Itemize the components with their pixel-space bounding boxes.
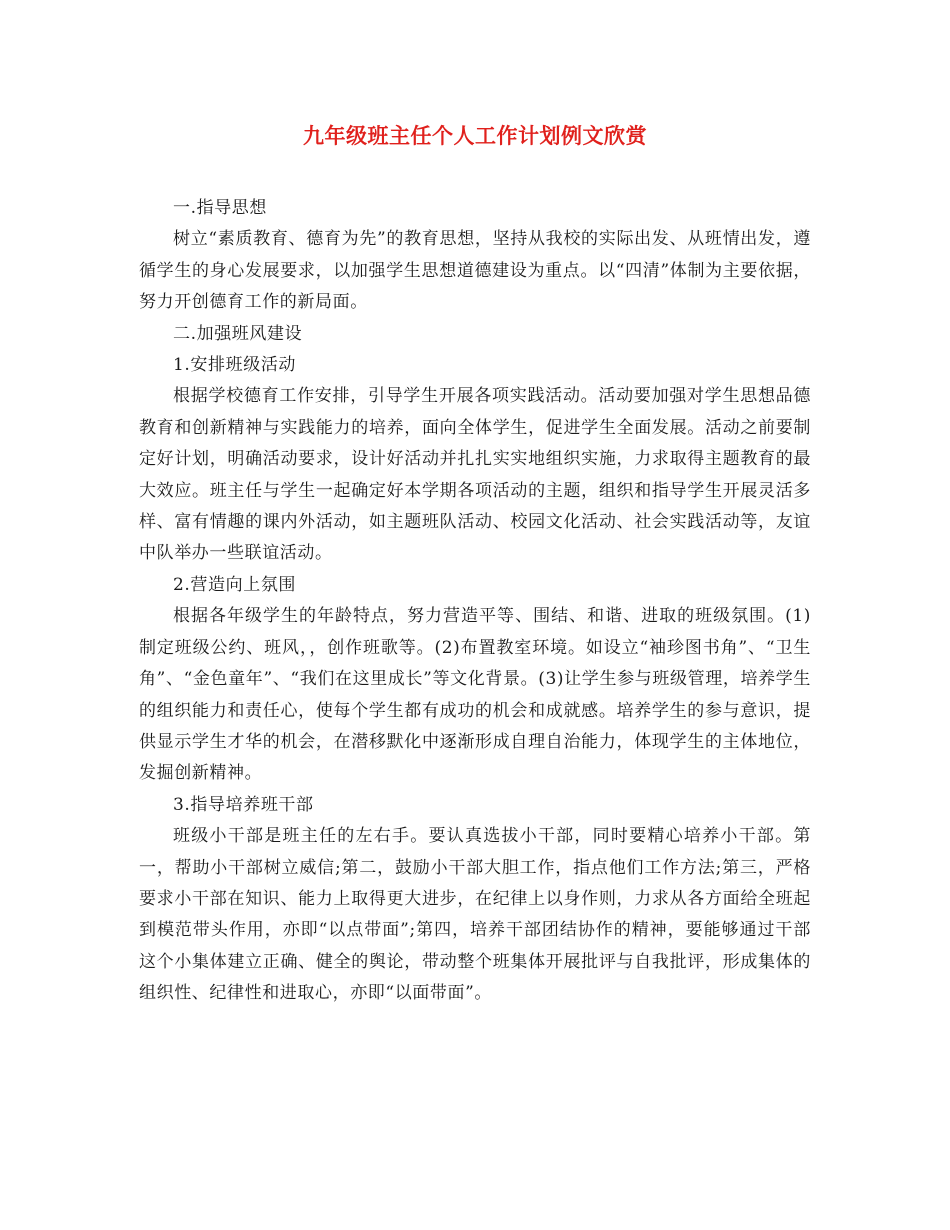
document-body: [139, 193, 811, 1010]
paragraph-class-cadres: 班级小干部是班主任的左右手。要认真选拔小干部，同时要精心培养小干部。第一，帮助小干部树立威信;第二，鼓励小干部大胆工作，指点他们工作方法;第三，严格要求小干部在知识、能力上取得更大进步，在纪律上以身作则，力求从各方面给全班起到模范带头作用，亦即“以点带面”;第四，培养干部团结协作的精神，要能够通过干部这个小集体建立正确、健全的舆论，带动整个班集体开展批评与自我批评，形成集体的组织性、纪律性和进取心，亦即“以面带面”。: [139, 826, 811, 1004]
document-title: 九年级班主任个人工作计划例文欣赏: [303, 123, 647, 148]
section-heading-class-style: 二.加强班风建设: [173, 323, 303, 344]
subheading-atmosphere: 2.营造向上氛围: [173, 574, 297, 595]
paragraph-guiding-ideology: 树立“素质教育、德育为先”的教育思想，坚持从我校的实际出发、从班情出发，遵循学生的身心发展要求，以加强学生思想道德建设为重点。以“四清”体制为主要依据，努力开创德育工作的新局面。: [139, 229, 811, 313]
paragraph-atmosphere: 根据各年级学生的年龄特点，努力营造平等、围结、和谐、进取的班级氛围。(1)制定班级公约、班风，，创作班歌等。(2)布置教室环境。如设立“袖珍图书角”、“卫生角”、“金色童年”、“我们在这里成长”等文化背景。(3)让学生参与班级管理，培养学生的组织能力和责任心，使每个学生都有成功的机会和成就感。培养学生的参与意识，提供显示学生才华的机会，在潜移默化中逐渐形成自理自治能力，体现学生的主体地位，发掘创新精神。: [139, 606, 811, 784]
section-heading-guiding-ideology: 一.指导思想: [173, 198, 268, 218]
paragraph-class-activities: 根据学校德育工作安排，引导学生开展各项实践活动。活动要加强对学生思想品德教育和创新精神与实践能力的培养，面向全体学生，促进学生全面发展。活动之前要制定好计划，明确活动要求，设计好活动并扎扎实实地组织实施，力求取得主题教育的最大效应。班主任与学生一起确定好本学期各项活动的主题，组织和指导学生开展灵活多样、富有情趣的课内外活动，如主题班队活动、校园文化活动、社会实践活动等，友谊中队举办一些联谊活动。: [139, 386, 811, 564]
subheading-class-cadres: 3.指导培养班干部: [173, 794, 314, 815]
subheading-class-activities: 1.安排班级活动: [173, 355, 297, 376]
